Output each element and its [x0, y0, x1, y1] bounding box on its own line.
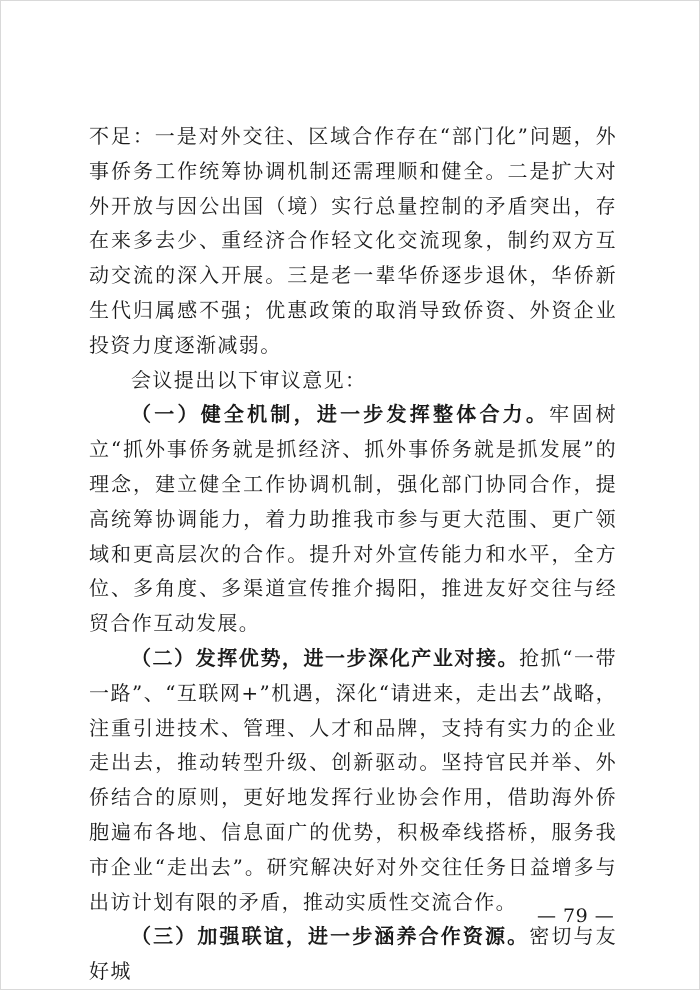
opinion-heading: （三）加强联谊，进一步涵养合作资源。: [131, 924, 530, 949]
opinion-heading: （一）健全机制，进一步发挥整体合力。: [131, 402, 550, 427]
paragraph-opinion-1: [89, 397, 617, 641]
paragraph-opinion-3: [89, 919, 617, 989]
paragraph-text: 密切与友好城: [89, 924, 617, 984]
paragraph-opinions-intro: [89, 363, 617, 398]
paragraph-text: 抢抓“一带一路”、“互联网+”机遇，深化“请进来，走出去”战略，注重引进技术、管理、人才和品牌，支持有实力的企业走出去，推动转型升级、创新驱动。坚持官民并举、外侨结合的原则，更好地发挥行业协会作用，借助海外侨胞遍布各地、信息面广的优势，积极牵线搭桥，服务我市企业“走出去”。研究解决好对外交往任务日益增多与出访计划有限的矛盾，推动实质性交流合作。: [89, 645, 617, 914]
opinion-heading: （二）发挥优势，进一步深化产业对接。: [131, 645, 520, 670]
paragraph-problems-continued: [89, 119, 617, 363]
page-number: — 79 —: [537, 905, 615, 927]
paragraph-text: 不足：一是对外交往、区域合作存在“部门化”问题，外事侨务工作统筹协调机制还需理顺和健全。二是扩大对外开放与因公出国（境）实行总量控制的矛盾突出，存在来多去少、重经济合作轻文化交流现象，制约双方互动交流的深入开展。三是老一辈华侨逐步退休，华侨新生代归属感不强；优惠政策的取消导致侨资、外资企业投资力度逐渐减弱。: [89, 124, 617, 357]
document-body: [89, 119, 617, 989]
paragraph-text: 会议提出以下审议意见：: [131, 367, 367, 392]
paragraph-text: 牢固树立“抓外事侨务就是抓经济、抓外事侨务就是抓发展”的理念，建立健全工作协调机制，强化部门协同合作，提高统筹协调能力，着力助推我市参与更大范围、更广领域和更高层次的合作。提升对外宣传能力和水平，全方位、多角度、多渠道宣传推介揭阳，推进友好交往与经贸合作互动发展。: [89, 402, 618, 636]
paragraph-opinion-2: [89, 641, 617, 919]
